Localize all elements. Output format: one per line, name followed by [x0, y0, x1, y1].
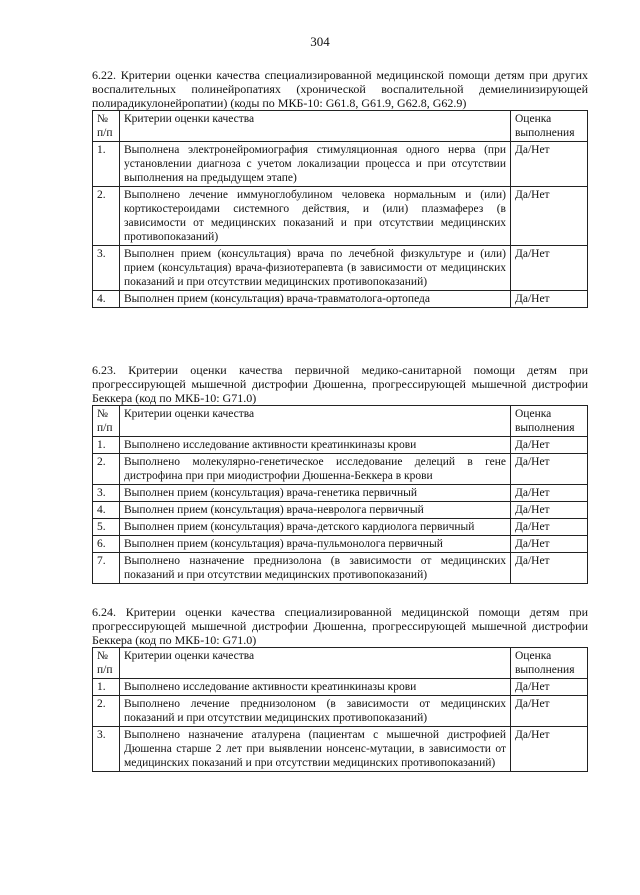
row-evaluation: Да/Нет: [511, 291, 588, 308]
row-evaluation: Да/Нет: [511, 502, 588, 519]
row-criterion: Выполнено исследование активности креатинкиназы крови: [120, 679, 511, 696]
table-row: [93, 679, 588, 696]
table-row: [93, 536, 588, 553]
column-header-evaluation: Оценка выполнения: [511, 406, 588, 437]
table-row: [93, 485, 588, 502]
table-header-row: [93, 648, 588, 679]
row-number: 5.: [93, 519, 120, 536]
row-number: 1.: [93, 679, 120, 696]
row-evaluation: Да/Нет: [511, 485, 588, 502]
row-evaluation: Да/Нет: [511, 536, 588, 553]
row-number: 1.: [93, 142, 120, 187]
row-criterion: Выполнено лечение преднизолоном (в зависимости от медицинских показаний и при отсутствии медицинских противопоказаний): [120, 696, 511, 727]
row-number: 3.: [93, 246, 120, 291]
section-heading: 6.22. Критерии оценки качества специализированной медицинской помощи детям при других воспалительных полинейропатиях (хронической воспалительной демиелинизирующей полирадикулонейропатии) (коды по МКБ-10: G61.8, G61.9, G62.8, G62.9): [92, 68, 588, 110]
row-evaluation: Да/Нет: [511, 727, 588, 772]
criteria-table: [92, 647, 588, 772]
column-header-criteria: Критерии оценки качества: [120, 406, 511, 437]
table-header-row: [93, 111, 588, 142]
table-row: [93, 454, 588, 485]
row-number: 3.: [93, 727, 120, 772]
row-number: 4.: [93, 502, 120, 519]
row-evaluation: Да/Нет: [511, 454, 588, 485]
row-evaluation: Да/Нет: [511, 246, 588, 291]
row-criterion: Выполнено исследование активности креатинкиназы крови: [120, 437, 511, 454]
section-heading: 6.24. Критерии оценки качества специализированной медицинской помощи детям при прогрессирующей мышечной дистрофии Дюшенна, прогрессирующей мышечной дистрофии Беккера (код по МКБ-10: G71.0): [92, 605, 588, 647]
section-6-23: [92, 363, 588, 584]
row-number: 1.: [93, 437, 120, 454]
table-row: [93, 142, 588, 187]
row-evaluation: Да/Нет: [511, 142, 588, 187]
table-row: [93, 519, 588, 536]
table-row: [93, 437, 588, 454]
row-evaluation: Да/Нет: [511, 696, 588, 727]
column-header-criteria: Критерии оценки качества: [120, 648, 511, 679]
column-header-number: № п/п: [93, 648, 120, 679]
row-evaluation: Да/Нет: [511, 679, 588, 696]
row-criterion: Выполнен прием (консультация) врача-невролога первичный: [120, 502, 511, 519]
row-evaluation: Да/Нет: [511, 553, 588, 584]
row-criterion: Выполнена электронейромиография стимуляционная одного нерва (при установлении диагноза с учетом локализации процесса и при отсутствии выполнения на предыдущем этапе): [120, 142, 511, 187]
row-criterion: Выполнено назначение преднизолона (в зависимости от медицинских показаний и при отсутствии медицинских противопоказаний): [120, 553, 511, 584]
row-number: 4.: [93, 291, 120, 308]
row-evaluation: Да/Нет: [511, 187, 588, 246]
row-number: 2.: [93, 454, 120, 485]
column-header-evaluation: Оценка выполнения: [511, 648, 588, 679]
row-criterion: Выполнен прием (консультация) врача по лечебной физкультуре и (или) прием (консультация) врача-физиотерапевта (в зависимости от медицинских показаний и при отсутствии медицинских противопоказаний): [120, 246, 511, 291]
row-criterion: Выполнено лечение иммуноглобулином человека нормальным и (или) кортикостероидами системного действия, и (или) плазмаферез (в зависимости от медицинских показаний и при отсутствии медицинских противопоказаний): [120, 187, 511, 246]
criteria-table: [92, 405, 588, 584]
row-criterion: Выполнено назначение аталурена (пациентам с мышечной дистрофией Дюшенна старше 2 лет при выявлении нонсенс-мутации, в зависимости от медицинских показаний и при отсутствии медицинских противопоказаний): [120, 727, 511, 772]
row-criterion: Выполнен прием (консультация) врача-генетика первичный: [120, 485, 511, 502]
row-number: 2.: [93, 696, 120, 727]
row-number: 2.: [93, 187, 120, 246]
column-header-number: № п/п: [93, 406, 120, 437]
table-row: [93, 696, 588, 727]
table-row: [93, 291, 588, 308]
row-criterion: Выполнен прием (консультация) врача-пульмонолога первичный: [120, 536, 511, 553]
table-row: [93, 246, 588, 291]
page-number: 304: [310, 34, 330, 49]
row-criterion: Выполнено молекулярно-генетическое исследование делеций в гене дистрофина при при миодистрофии Дюшенна-Беккера в крови: [120, 454, 511, 485]
table-row: [93, 553, 588, 584]
table-row: [93, 187, 588, 246]
criteria-table: [92, 110, 588, 308]
row-number: 6.: [93, 536, 120, 553]
table-row: [93, 502, 588, 519]
table-header-row: [93, 406, 588, 437]
section-6-24: [92, 605, 588, 772]
section-heading: 6.23. Критерии оценки качества первичной медико-санитарной помощи детям при прогрессирующей мышечной дистрофии Дюшенна, прогрессирующей мышечной дистрофии Беккера (код по МКБ-10: G71.0): [92, 363, 588, 405]
row-evaluation: Да/Нет: [511, 519, 588, 536]
row-criterion: Выполнен прием (консультация) врача-детского кардиолога первичный: [120, 519, 511, 536]
column-header-evaluation: Оценка выполнения: [511, 111, 588, 142]
section-6-22: [92, 68, 588, 308]
row-criterion: Выполнен прием (консультация) врача-травматолога-ортопеда: [120, 291, 511, 308]
column-header-criteria: Критерии оценки качества: [120, 111, 511, 142]
row-evaluation: Да/Нет: [511, 437, 588, 454]
row-number: 3.: [93, 485, 120, 502]
row-number: 7.: [93, 553, 120, 584]
column-header-number: № п/п: [93, 111, 120, 142]
table-row: [93, 727, 588, 772]
